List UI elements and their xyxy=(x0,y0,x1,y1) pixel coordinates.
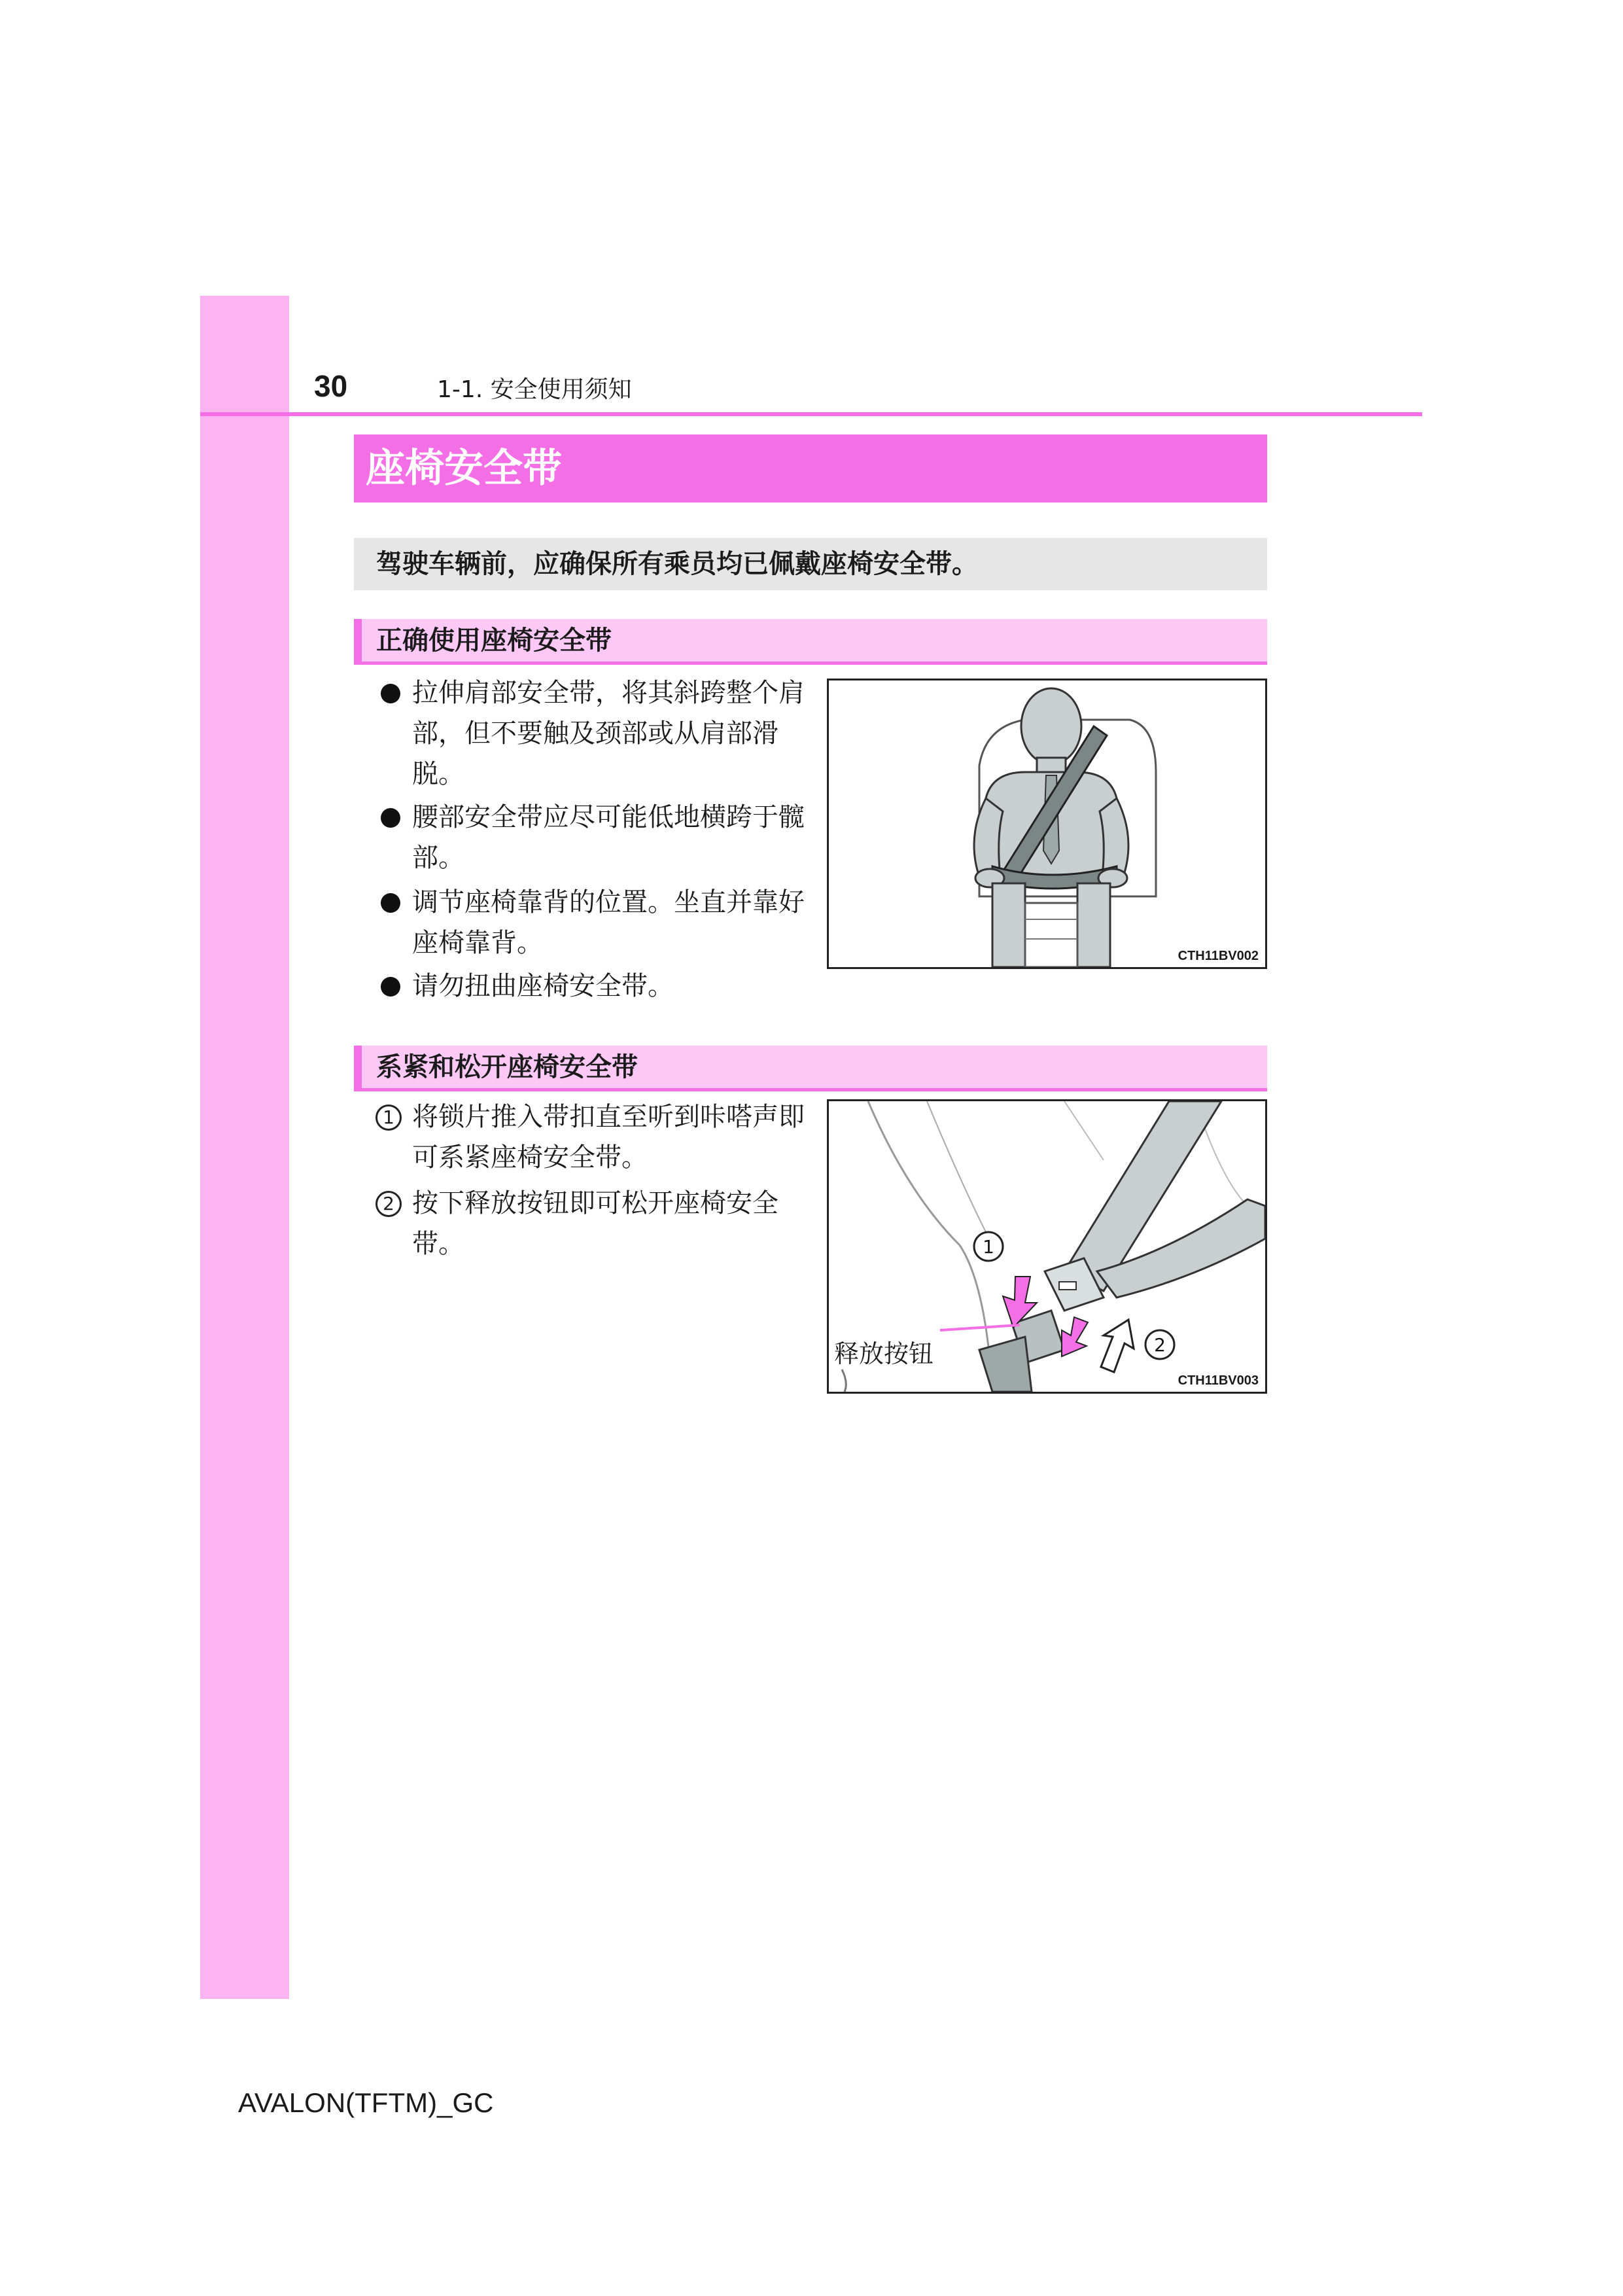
step-text: 将锁片推入带扣直至听到咔嗒声即可系紧座椅安全带。 xyxy=(412,1102,805,1173)
section-heading-fasten-release: 系紧和松开座椅安全带 xyxy=(354,1046,1267,1091)
bullet-item xyxy=(379,673,811,794)
bullet-item xyxy=(379,797,811,878)
footer-model-code: AVALON(TFTM)_GC xyxy=(238,2087,494,2118)
bullet-icon xyxy=(381,808,400,828)
bullet-item xyxy=(379,966,811,1006)
bullet-text: 请勿扭曲座椅安全带。 xyxy=(412,971,674,1001)
page-title: 座椅安全带 xyxy=(354,434,1267,503)
bullet-text: 调节座椅靠背的位置。坐直并靠好座椅靠背。 xyxy=(412,887,805,958)
bullet-icon xyxy=(381,977,400,997)
section-heading-correct-use: 正确使用座椅安全带 xyxy=(354,619,1267,665)
page-number: 30 xyxy=(314,369,348,403)
figure-code: CTH11BV003 xyxy=(1178,1373,1259,1388)
bullet-text: 拉伸肩部安全带，将其斜跨整个肩部，但不要触及颈部或从肩部滑脱。 xyxy=(412,678,805,789)
release-button-callout: 释放按钮 xyxy=(834,1339,936,1368)
step-marker: 2 xyxy=(375,1191,402,1217)
intro-notice: 驾驶车辆前，应确保所有乘员均已佩戴座椅安全带。 xyxy=(354,538,1267,590)
side-tab xyxy=(200,296,289,1999)
figure-marker-1: 1 xyxy=(983,1236,994,1258)
step-marker: 1 xyxy=(375,1104,402,1131)
figure-marker-2: 2 xyxy=(1154,1334,1166,1356)
seated-occupant-illustration xyxy=(829,680,1265,967)
bullet-icon xyxy=(381,684,400,703)
bullet-text: 腰部安全带应尽可能低地横跨于髋部。 xyxy=(412,802,805,873)
numbered-step xyxy=(379,1183,811,1264)
header-rule xyxy=(200,412,1422,416)
bullet-icon xyxy=(381,893,400,913)
bullet-item xyxy=(379,882,811,963)
figure-code: CTH11BV002 xyxy=(1178,949,1259,963)
figure-buckle xyxy=(827,1099,1267,1394)
step-text: 按下释放按钮即可松开座椅安全带。 xyxy=(412,1188,778,1259)
numbered-step xyxy=(379,1097,811,1178)
figure-seated-occupant xyxy=(827,679,1267,969)
section-reference: 1-1. 安全使用须知 xyxy=(437,376,632,403)
